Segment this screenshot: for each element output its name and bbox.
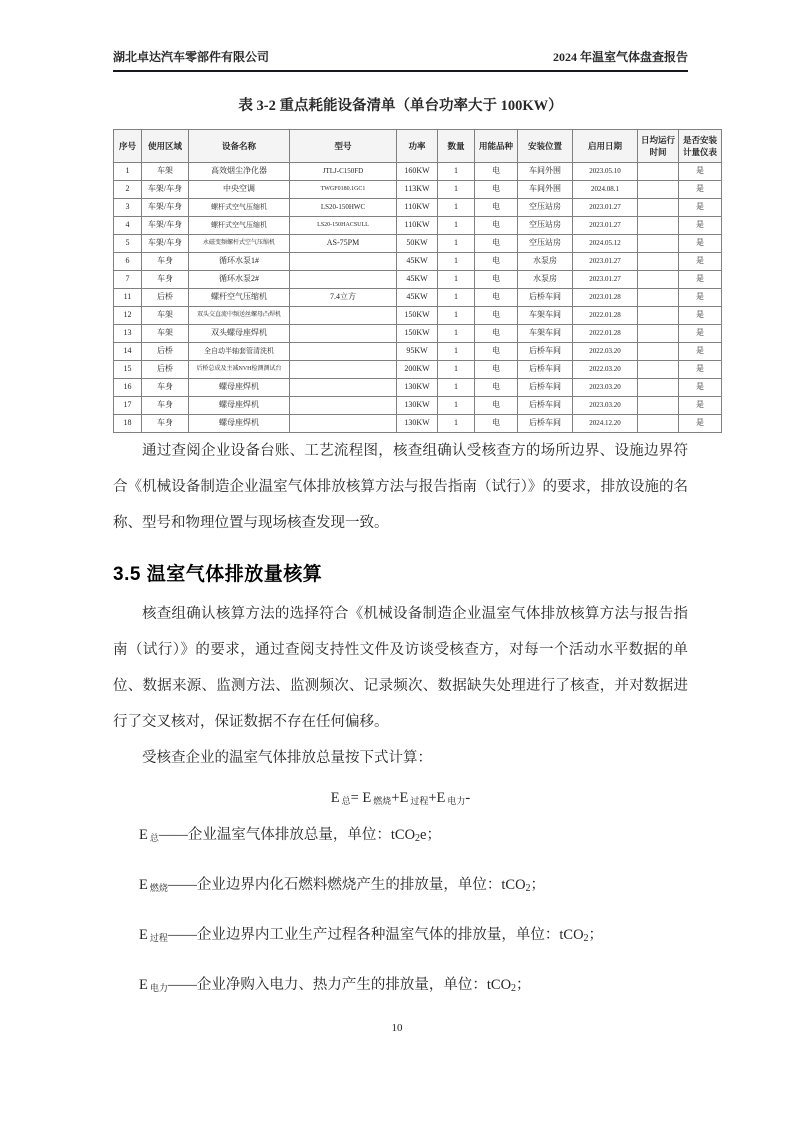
table-row	[114, 163, 722, 181]
table-cell	[290, 361, 397, 379]
definition-description: ——企业边界内化石燃料燃烧产生的排放量，单位：	[167, 877, 502, 893]
table-cell: 后桥车间	[518, 343, 573, 361]
table-cell: 2023.01.28	[573, 289, 638, 307]
table-row	[114, 343, 722, 361]
paragraph-formula-intro: 受核查企业的温室气体排放总量按下式计算：	[142, 750, 432, 766]
symbol-definition-line	[113, 871, 688, 903]
definition-unit-subscript: 2	[583, 933, 589, 944]
table-cell: 水泵房	[518, 271, 573, 289]
table-cell	[638, 199, 679, 217]
table-row	[114, 235, 722, 253]
table-cell: 车架	[142, 163, 189, 181]
table-cell: 车身	[142, 379, 189, 397]
table-cell: 电	[475, 217, 518, 235]
table-cell	[290, 397, 397, 415]
table-cell: LS20-150HACSULL	[290, 217, 397, 235]
table-cell: 是	[679, 217, 722, 235]
table-cell: 50KW	[397, 235, 438, 253]
table-cell: 130KW	[397, 397, 438, 415]
header-company: 湖北卓达汽车零部件有限公司	[113, 50, 270, 64]
table-cell: 全自动半轴套管清洗机	[189, 343, 290, 361]
table-cell: 空压站房	[518, 199, 573, 217]
table-row	[114, 361, 722, 379]
table-cell: 电	[475, 307, 518, 325]
table-cell: 电	[475, 289, 518, 307]
table-cell	[638, 235, 679, 253]
table-cell: 2022.01.28	[573, 307, 638, 325]
table-cell	[638, 271, 679, 289]
table-cell: 永磁变频螺杆式空气压缩机	[189, 235, 290, 253]
table-cell: 电	[475, 163, 518, 181]
table-cell: 车架车间	[518, 325, 573, 343]
equipment-table-header	[114, 130, 722, 163]
table-cell: 1	[438, 289, 475, 307]
table-cell: 130KW	[397, 415, 438, 433]
formula-term-subscript: 电力	[447, 796, 466, 806]
table-cell: 后桥车间	[518, 379, 573, 397]
definition-description: ——企业净购入电力、热力产生的排放量，单位：	[167, 977, 487, 993]
table-cell: 1	[438, 343, 475, 361]
table-cell: 是	[679, 289, 722, 307]
table-cell: 2023.01.27	[573, 253, 638, 271]
header-report-title: 2024 年温室气体盘查报告	[552, 50, 688, 64]
table-cell: 6	[114, 253, 142, 271]
table-cell	[290, 379, 397, 397]
table-cell: 车间外围	[518, 181, 573, 199]
paragraph-boundary-confirmation: 通过查阅企业设备台账、工艺流程图，核查组确认受核查方的场所边界、设施边界符合《机械设备制造企业温室气体排放核算方法与报告指南（试行）》的要求，排放设施的名称、型号和物理位置与现场核查发现一致。	[113, 443, 688, 531]
table-cell: 电	[475, 199, 518, 217]
table-cell	[638, 325, 679, 343]
table-cell: 中央空调	[189, 181, 290, 199]
formula-term: E	[330, 790, 340, 806]
table-cell: 后桥	[142, 289, 189, 307]
table-cell: 是	[679, 397, 722, 415]
table-cell: 2023.01.27	[573, 199, 638, 217]
table-cell: 螺杆式空气压缩机	[189, 217, 290, 235]
column-header: 是否安装计量仪表	[679, 130, 722, 163]
table-cell: 150KW	[397, 325, 438, 343]
table-cell: 电	[475, 235, 518, 253]
table-cell: 车架	[142, 325, 189, 343]
table-cell: 2022.03.20	[573, 343, 638, 361]
definition-unit-suffix: ；	[588, 927, 604, 943]
table-cell	[638, 415, 679, 433]
table-cell: 2023.01.27	[573, 217, 638, 235]
table-cell: 空压站房	[518, 235, 573, 253]
table-cell: 双头螺母座焊机	[189, 325, 290, 343]
column-header: 启用日期	[573, 130, 638, 163]
table-row	[114, 307, 722, 325]
table-cell: 后桥车间	[518, 361, 573, 379]
table-cell: 是	[679, 235, 722, 253]
table-title: 表 3-2 重点耗能设备清单（单台功率大于 100KW）	[238, 98, 563, 114]
table-cell: 160KW	[397, 163, 438, 181]
table-cell: 2022.01.28	[573, 325, 638, 343]
table-cell: 电	[475, 181, 518, 199]
table-cell: 车身	[142, 271, 189, 289]
column-header: 设备名称	[189, 130, 290, 163]
table-cell: 14	[114, 343, 142, 361]
table-cell: 后桥车间	[518, 289, 573, 307]
formula-term-subscript: 过程	[410, 796, 429, 806]
table-row	[114, 253, 722, 271]
table-cell	[290, 253, 397, 271]
table-row	[114, 181, 722, 199]
table-cell: 车架/车身	[142, 217, 189, 235]
table-cell: 1	[438, 361, 475, 379]
table-cell	[638, 379, 679, 397]
table-cell: 是	[679, 307, 722, 325]
table-cell: 18	[114, 415, 142, 433]
table-cell: 1	[438, 415, 475, 433]
table-cell: 螺母座焊机	[189, 397, 290, 415]
formula-term: +E	[391, 790, 409, 806]
table-row	[114, 289, 722, 307]
table-cell: 7.4立方	[290, 289, 397, 307]
table-cell	[290, 415, 397, 433]
table-cell	[638, 163, 679, 181]
table-cell: 后桥车间	[518, 397, 573, 415]
table-cell: 16	[114, 379, 142, 397]
table-cell: 螺母座焊机	[189, 379, 290, 397]
table-cell: 3	[114, 199, 142, 217]
table-cell: 110KW	[397, 217, 438, 235]
definition-symbol: E	[139, 927, 148, 943]
table-cell: 车架	[142, 307, 189, 325]
table-cell: 11	[114, 289, 142, 307]
table-cell: 17	[114, 397, 142, 415]
table-cell: 电	[475, 271, 518, 289]
table-cell: 高效烟尘净化器	[189, 163, 290, 181]
table-cell: 是	[679, 271, 722, 289]
column-header: 使用区域	[142, 130, 189, 163]
table-cell: 是	[679, 343, 722, 361]
definition-unit-suffix: e；	[420, 827, 441, 843]
table-cell: 后桥	[142, 343, 189, 361]
definition-unit: tCO	[390, 827, 416, 843]
table-cell: 7	[114, 271, 142, 289]
table-cell: 1	[114, 163, 142, 181]
table-cell	[638, 253, 679, 271]
page-number: 10	[391, 1022, 403, 1034]
table-row	[114, 325, 722, 343]
table-cell: 5	[114, 235, 142, 253]
header-row	[114, 130, 722, 163]
column-header: 型号	[290, 130, 397, 163]
definition-symbol-subscript: 过程	[149, 933, 168, 943]
table-cell: 4	[114, 217, 142, 235]
table-cell: 后桥车间	[518, 415, 573, 433]
table-cell: 12	[114, 307, 142, 325]
header-divider	[113, 70, 688, 72]
formula-term-subscript: 燃烧	[373, 796, 392, 806]
table-cell: 后桥	[142, 361, 189, 379]
table-cell: 2023.05.10	[573, 163, 638, 181]
table-cell: 130KW	[397, 379, 438, 397]
table-cell: 1	[438, 217, 475, 235]
table-cell	[290, 325, 397, 343]
table-cell: 车身	[142, 415, 189, 433]
table-row	[114, 379, 722, 397]
table-cell: 45KW	[397, 271, 438, 289]
table-cell: AS-75PM	[290, 235, 397, 253]
table-cell: 1	[438, 379, 475, 397]
table-cell: 是	[679, 361, 722, 379]
table-cell: 110KW	[397, 199, 438, 217]
definition-symbol: E	[139, 877, 148, 893]
table-cell: 1	[438, 325, 475, 343]
table-cell: 车身	[142, 253, 189, 271]
table-cell: 双头交直流中频送丝螺母凸焊机	[189, 307, 290, 325]
table-cell	[638, 289, 679, 307]
table-cell: TWGF0180.1GC1	[290, 181, 397, 199]
definition-description: ——企业温室气体排放总量，单位：	[158, 827, 391, 843]
table-row	[114, 415, 722, 433]
table-cell: 电	[475, 361, 518, 379]
table-cell: 113KW	[397, 181, 438, 199]
table-cell	[638, 181, 679, 199]
table-cell: 是	[679, 199, 722, 217]
page-header	[113, 48, 688, 70]
table-cell: 电	[475, 253, 518, 271]
table-cell: 2	[114, 181, 142, 199]
table-cell: 200KW	[397, 361, 438, 379]
table-cell: 15	[114, 361, 142, 379]
table-cell: 循环水泵1#	[189, 253, 290, 271]
table-cell	[638, 217, 679, 235]
table-cell: 1	[438, 199, 475, 217]
table-cell: 45KW	[397, 253, 438, 271]
definition-unit-subscript: 2	[415, 833, 421, 844]
formula-term: -	[465, 790, 471, 806]
table-cell: 45KW	[397, 289, 438, 307]
table-cell: 是	[679, 253, 722, 271]
table-cell: 循环水泵2#	[189, 271, 290, 289]
definition-unit-subscript: 2	[525, 883, 531, 894]
definition-symbol-subscript: 燃烧	[149, 883, 168, 893]
symbol-definition-line	[113, 971, 688, 1003]
table-cell: 空压站房	[518, 217, 573, 235]
table-cell: 车架/车身	[142, 181, 189, 199]
definition-unit: tCO	[501, 877, 526, 893]
symbol-definition-line	[113, 821, 688, 853]
table-cell	[290, 307, 397, 325]
equipment-table-body	[114, 163, 722, 433]
table-cell: 车间外围	[518, 163, 573, 181]
table-cell	[638, 361, 679, 379]
key-equipment-table	[113, 129, 722, 433]
table-cell: 95KW	[397, 343, 438, 361]
definition-unit: tCO	[486, 977, 512, 993]
table-cell: 电	[475, 343, 518, 361]
table-cell: 2023.01.27	[573, 271, 638, 289]
table-cell: 2022.03.20	[573, 361, 638, 379]
definition-unit-subscript: 2	[511, 983, 517, 994]
table-cell: 是	[679, 163, 722, 181]
table-cell: 1	[438, 271, 475, 289]
column-header: 序号	[114, 130, 142, 163]
table-cell: 电	[475, 415, 518, 433]
table-cell: 车身	[142, 397, 189, 415]
definition-symbol: E	[139, 977, 148, 993]
column-header: 功率	[397, 130, 438, 163]
table-cell	[290, 343, 397, 361]
definition-symbol-subscript: 电力	[149, 983, 168, 993]
table-cell: 是	[679, 181, 722, 199]
emission-total-formula	[113, 790, 688, 807]
column-header: 用能品种	[475, 130, 518, 163]
table-cell: 1	[438, 181, 475, 199]
table-cell: 1	[438, 397, 475, 415]
definition-description: ——企业边界内工业生产过程各种温室气体的排放量，单位：	[167, 927, 560, 943]
paragraph-method-verification: 核查组确认核算方法的选择符合《机械设备制造企业温室气体排放核算方法与报告指南（试行）》的要求，通过查阅支持性文件及访谈受核查方，对每一个活动水平数据的单位、数据来源、监测方法、监测频次、记录频次、数据缺失处理进行了核查，并对数据进行了交叉核对，保证数据不存在任何偏移。	[113, 606, 688, 730]
definition-unit: tCO	[559, 927, 584, 943]
table-row	[114, 199, 722, 217]
table-cell	[638, 343, 679, 361]
table-cell: 螺杆式空气压缩机	[189, 199, 290, 217]
table-cell: 2023.03.20	[573, 379, 638, 397]
table-cell: 水泵房	[518, 253, 573, 271]
table-row	[114, 397, 722, 415]
table-cell: 是	[679, 415, 722, 433]
table-cell: 车架/车身	[142, 199, 189, 217]
table-cell: 2023.03.20	[573, 397, 638, 415]
column-header: 日均运行时间	[638, 130, 679, 163]
table-cell: 螺杆空气压缩机	[189, 289, 290, 307]
table-cell: 1	[438, 235, 475, 253]
table-cell: 是	[679, 325, 722, 343]
table-cell: 车架车间	[518, 307, 573, 325]
definition-symbol: E	[139, 827, 148, 843]
table-row	[114, 271, 722, 289]
table-cell: 电	[475, 397, 518, 415]
section-heading-3-5: 3.5 温室气体排放量核算	[113, 564, 323, 585]
table-cell: 13	[114, 325, 142, 343]
definition-unit-suffix: ；	[530, 877, 546, 893]
symbol-definition-line	[113, 921, 688, 953]
table-cell: 150KW	[397, 307, 438, 325]
column-header: 安装位置	[518, 130, 573, 163]
table-cell: 车架/车身	[142, 235, 189, 253]
column-header: 数量	[438, 130, 475, 163]
page-footer	[0, 1022, 794, 1034]
table-cell: 1	[438, 307, 475, 325]
table-cell: 后桥总成及主减NVH检测测试台	[189, 361, 290, 379]
formula-term: = E	[350, 790, 372, 806]
table-cell: 螺母座焊机	[189, 415, 290, 433]
formula-term-subscript: 总	[341, 796, 351, 806]
table-cell: 2024.12.20	[573, 415, 638, 433]
table-cell: 电	[475, 325, 518, 343]
table-cell: 1	[438, 163, 475, 181]
table-row	[114, 217, 722, 235]
table-cell: 是	[679, 379, 722, 397]
table-cell	[638, 397, 679, 415]
table-cell	[290, 271, 397, 289]
definition-symbol-subscript: 总	[149, 833, 159, 843]
table-cell: 电	[475, 379, 518, 397]
table-cell: 2024.05.12	[573, 235, 638, 253]
table-cell: LS20-150HWC	[290, 199, 397, 217]
formula-term: +E	[428, 790, 446, 806]
definition-unit-suffix: ；	[516, 977, 531, 993]
table-cell: 2024.08.1	[573, 181, 638, 199]
table-cell	[638, 307, 679, 325]
table-cell: 1	[438, 253, 475, 271]
symbol-definitions	[113, 821, 688, 1003]
table-cell: JTLJ-C150FD	[290, 163, 397, 181]
